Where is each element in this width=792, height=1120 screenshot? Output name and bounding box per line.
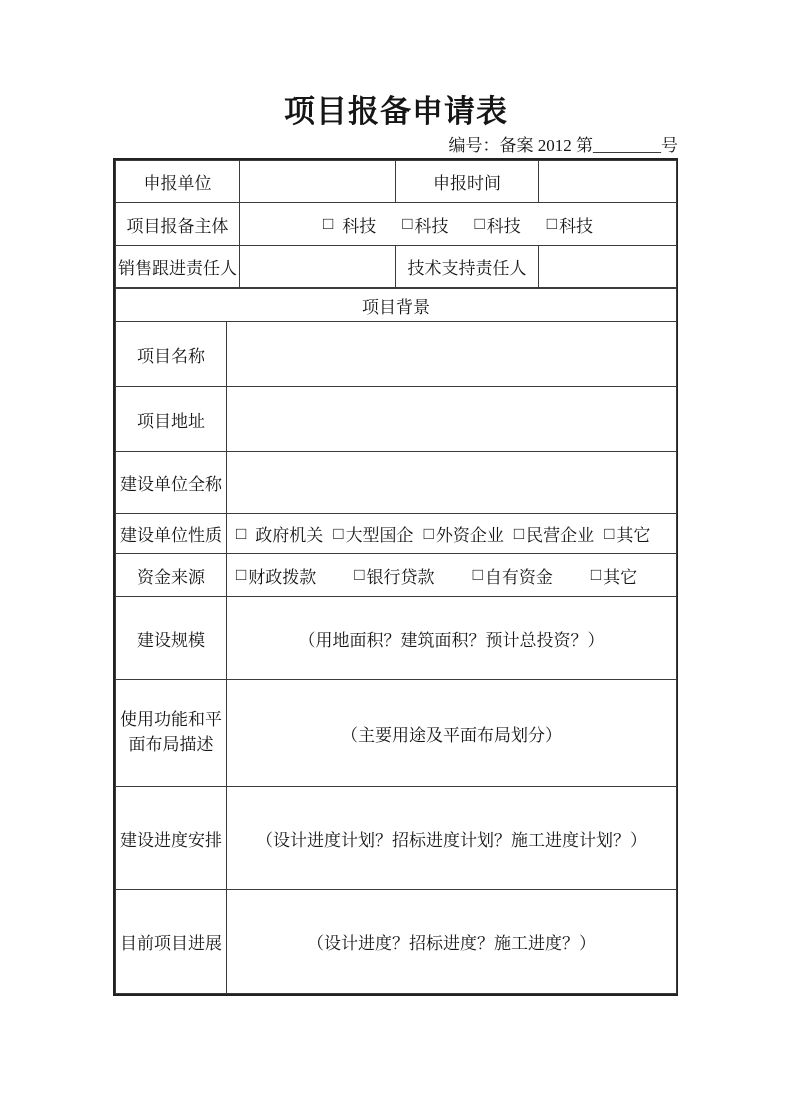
schedule-plan-input-cell[interactable]: （设计进度计划？招标进度计划？施工进度计划？） <box>227 787 677 890</box>
tech-support-input-cell[interactable] <box>539 246 677 288</box>
table-row <box>116 680 677 787</box>
checkbox-icon[interactable]: □ <box>402 214 413 233</box>
function-layout-label: 使用功能和平面布局描述 <box>116 680 227 787</box>
schedule-plan-label: 建设进度安排 <box>116 787 227 890</box>
subject-options-cell <box>240 203 677 246</box>
checkbox-icon[interactable]: □ <box>546 214 558 233</box>
option-label: 科技 <box>342 216 377 236</box>
page-title: 项目报备申请表 <box>284 94 508 129</box>
checkbox-option[interactable] <box>354 563 434 588</box>
table-row <box>116 514 677 554</box>
builder-nature-options-cell <box>227 514 677 554</box>
checkbox-option[interactable] <box>514 521 594 546</box>
option-label: 外资企业 <box>435 526 504 545</box>
funding-options-cell <box>227 554 677 597</box>
table-row <box>116 322 677 387</box>
project-address-input-cell[interactable] <box>227 387 677 452</box>
builder-nature-options-group <box>227 521 676 546</box>
application-form-table <box>113 158 678 996</box>
builder-name-label: 建设单位全称 <box>116 452 227 514</box>
option-label: 大型国企 <box>345 526 414 545</box>
section-header-project-background: 项目背景 <box>116 289 677 322</box>
builder-nature-label: 建设单位性质 <box>116 514 227 554</box>
construction-scale-input-cell[interactable]: （用地面积？建筑面积？预计总投资？） <box>227 597 677 680</box>
option-label: 其它 <box>603 567 638 587</box>
option-label: 银行贷款 <box>366 567 435 587</box>
checkbox-option[interactable] <box>424 521 504 546</box>
table-row <box>116 161 677 203</box>
option-label: 其它 <box>616 526 651 545</box>
sales-lead-label: 销售跟进责任人 <box>116 246 240 288</box>
table-row <box>116 387 677 452</box>
declare-time-input-cell[interactable] <box>539 161 677 203</box>
checkbox-option[interactable] <box>323 212 376 237</box>
construction-scale-label: 建设规模 <box>116 597 227 680</box>
project-name-input-cell[interactable] <box>227 322 677 387</box>
option-label: 自有资金 <box>484 567 553 587</box>
declare-unit-input-cell[interactable] <box>240 161 396 203</box>
checkbox-option[interactable] <box>236 521 323 546</box>
option-label: 财政拨款 <box>248 567 317 587</box>
table-row <box>116 890 677 994</box>
checkbox-icon[interactable]: □ <box>472 565 483 584</box>
option-label: 民营企业 <box>526 526 595 545</box>
table-row <box>116 203 677 246</box>
checkbox-icon[interactable]: □ <box>423 523 434 543</box>
option-label: 科技 <box>414 216 449 236</box>
checkbox-icon[interactable]: □ <box>333 523 344 543</box>
option-label: 科技 <box>559 216 594 236</box>
checkbox-option[interactable] <box>473 563 553 588</box>
option-label: 科技 <box>486 216 521 236</box>
current-progress-label: 目前项目进展 <box>116 890 227 994</box>
checkbox-icon[interactable]: □ <box>236 523 247 543</box>
form-top-section <box>115 160 677 288</box>
table-row <box>116 289 677 322</box>
checkbox-option[interactable] <box>547 212 593 237</box>
current-progress-input-cell[interactable]: （设计进度？招标进度？施工进度？） <box>227 890 677 994</box>
checkbox-option[interactable] <box>333 521 413 546</box>
checkbox-option[interactable] <box>604 521 650 546</box>
table-row <box>116 787 677 890</box>
project-name-label: 项目名称 <box>116 322 227 387</box>
table-row <box>116 452 677 514</box>
checkbox-option[interactable] <box>236 563 316 588</box>
tech-support-label: 技术支持责任人 <box>396 246 539 288</box>
subject-options-group <box>240 212 676 237</box>
doc-number-line: 编号：备案 2012 第________号 <box>448 136 678 155</box>
funding-options-group <box>227 563 676 588</box>
declare-time-label: 申报时间 <box>396 161 539 203</box>
table-row <box>116 246 677 288</box>
option-label: 政府机关 <box>255 526 324 545</box>
function-layout-input-cell[interactable]: （主要用途及平面布局划分） <box>227 680 677 787</box>
subject-label: 项目报备主体 <box>116 203 240 246</box>
project-address-label: 项目地址 <box>116 387 227 452</box>
sales-lead-input-cell[interactable] <box>240 246 396 288</box>
checkbox-option[interactable] <box>402 212 448 237</box>
checkbox-icon[interactable]: □ <box>354 565 365 584</box>
table-row <box>116 554 677 597</box>
checkbox-option[interactable] <box>475 212 521 237</box>
checkbox-icon[interactable]: □ <box>590 565 602 584</box>
declare-unit-label: 申报单位 <box>116 161 240 203</box>
checkbox-icon[interactable]: □ <box>474 214 485 233</box>
checkbox-icon[interactable]: □ <box>322 214 334 233</box>
table-row <box>116 597 677 680</box>
funding-source-label: 资金来源 <box>116 554 227 597</box>
builder-name-input-cell[interactable] <box>227 452 677 514</box>
checkbox-icon[interactable]: □ <box>236 565 247 584</box>
checkbox-option[interactable] <box>591 563 637 588</box>
checkbox-icon[interactable]: □ <box>513 523 525 543</box>
form-main-section <box>115 288 677 994</box>
checkbox-icon[interactable]: □ <box>604 523 615 543</box>
